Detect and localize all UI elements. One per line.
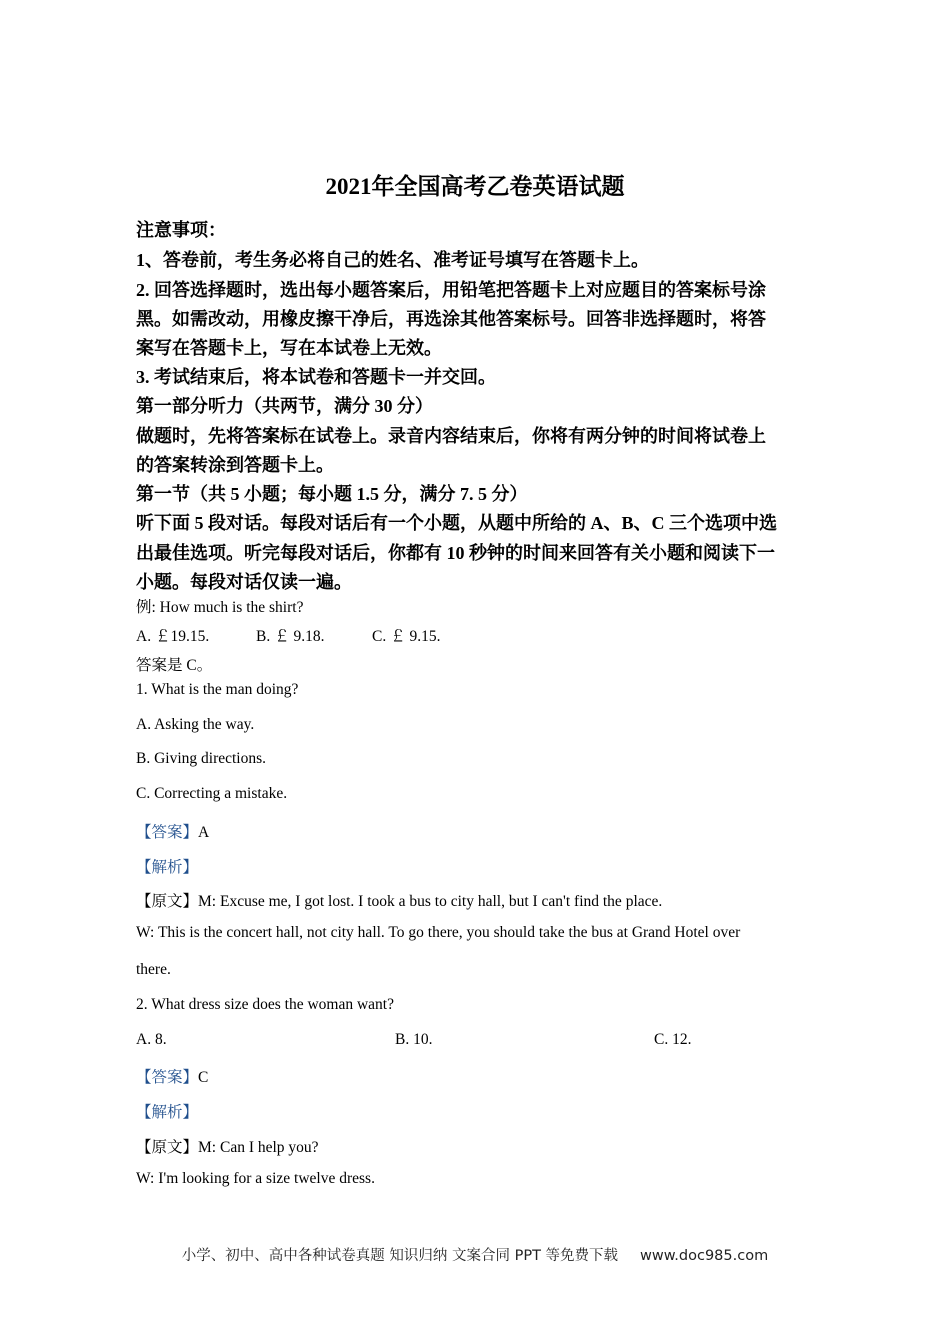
section1-instruction-line-2: 出最佳选项。听完每段对话后，你都有 10 秒钟的时间来回答有关小题和阅读下一 (136, 543, 775, 563)
q2-answer-value: C (198, 1069, 209, 1086)
example-option-c: C. ￡ 9.15. (372, 628, 441, 645)
notice-item-2-line-3: 案写在答题卡上，写在本试卷上无效。 (136, 338, 442, 358)
q2-answer-line (136, 1065, 208, 1087)
page-footer (0, 1244, 950, 1265)
original-tag: 【原文】 (136, 893, 199, 910)
q2-analysis-tag: 【解析】 (136, 1104, 199, 1121)
q2-option-a: A. 8. (136, 1031, 167, 1048)
footer-url[interactable]: www.doc985.com (640, 1248, 769, 1264)
q1-question: 1. What is the man doing? (136, 681, 299, 698)
notice-heading: 注意事项： (136, 220, 226, 240)
q1-option-b: B. Giving directions. (136, 750, 267, 767)
notice-item-1: 1、答卷前，考生务必将自己的姓名、准考证号填写在答题卡上。 (136, 250, 649, 270)
part1-heading: 第一部分听力（共两节，满分 30 分） (136, 396, 433, 416)
q2-original-line (136, 1135, 319, 1157)
example-option-a: A. ￡19.15. (136, 628, 210, 645)
q1-original-w-line-2: there. (136, 961, 171, 978)
q1-option-a: A. Asking the way. (136, 716, 255, 733)
section1-instruction-line-1: 听下面 5 段对话。每段对话后有一个小题，从题中所给的 A、B、C 三个选项中选 (136, 513, 778, 533)
part1-instruction-line-2: 的答案转涂到答题卡上。 (136, 455, 334, 475)
example-question: 例: How much is the shirt? (136, 599, 304, 616)
page-title: 2021年全国高考乙卷英语试题 (325, 174, 625, 199)
q1-analysis-tag: 【解析】 (136, 859, 199, 876)
q2-option-b: B. 10. (395, 1031, 433, 1048)
q2-option-c: C. 12. (654, 1031, 692, 1048)
q2-original-m: M: Can I help you? (198, 1139, 319, 1156)
footer-text: 小学、初中、高中各种试卷真题 知识归纳 文案合同 PPT 等免费下载 (181, 1248, 619, 1264)
q1-answer-line (136, 820, 209, 842)
original-tag: 【原文】 (136, 1139, 199, 1156)
notice-item-2-line-1: 2. 回答选择题时，选出每小题答案后，用铅笔把答题卡上对应题目的答案标号涂 (136, 280, 766, 300)
section1-instruction-line-3: 小题。每段对话仅读一遍。 (136, 572, 352, 592)
q1-original-w-line-1: W: This is the concert hall, not city hall. To go there, you should take the bus at Grand Hotel over (136, 924, 741, 941)
answer-tag: 【答案】 (136, 824, 199, 841)
notice-item-2-line-2: 黑。如需改动，用橡皮擦干净后，再选涂其他答案标号。回答非选择题时，将答 (136, 309, 766, 329)
example-answer: 答案是 C。 (136, 657, 213, 674)
answer-tag: 【答案】 (136, 1069, 199, 1086)
q2-question: 2. What dress size does the woman want? (136, 996, 394, 1013)
example-option-b: B. ￡ 9.18. (256, 628, 325, 645)
q2-original-w: W: I'm looking for a size twelve dress. (136, 1170, 375, 1187)
notice-item-3: 3. 考试结束后，将本试卷和答题卡一并交回。 (136, 367, 496, 387)
q1-original-m: M: Excuse me, I got lost. I took a bus to city hall, but I can't find the place. (198, 893, 663, 910)
section1-heading: 第一节（共 5 小题；每小题 1.5 分，满分 7. 5 分） (136, 484, 528, 504)
q1-original-line (136, 889, 662, 911)
q1-answer-value: A (198, 824, 210, 841)
q1-option-c: C. Correcting a mistake. (136, 785, 288, 802)
part1-instruction-line-1: 做题时，先将答案标在试卷上。录音内容结束后，你将有两分钟的时间将试卷上 (136, 426, 766, 446)
